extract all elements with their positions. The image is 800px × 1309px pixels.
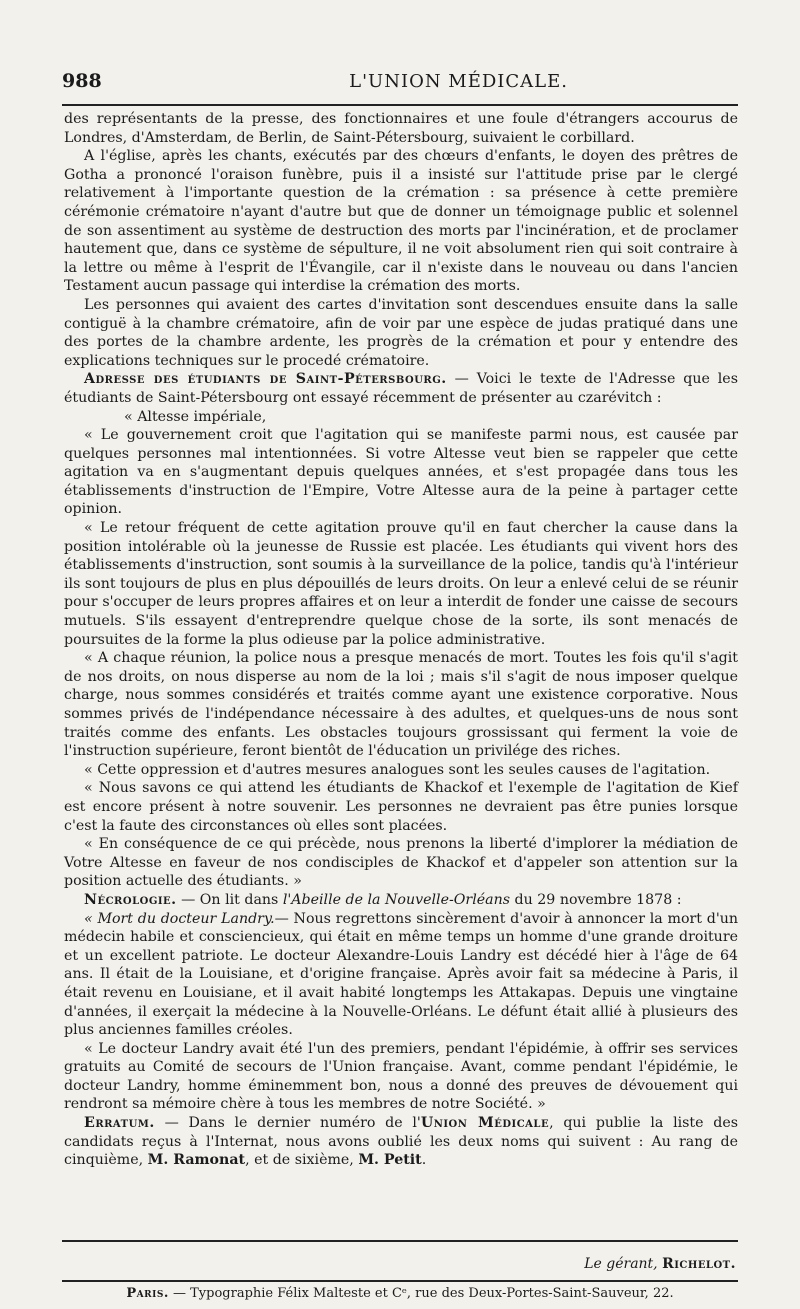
section-erratum — [64, 1114, 738, 1170]
imprint-line — [62, 1286, 738, 1301]
adresse-paragraph-4: « Cette oppression et d'autres mesures analogues sont les seules causes de l'agitation. — [84, 761, 711, 778]
section-adresse — [64, 370, 738, 407]
erratum-text-a: — Dans le dernier numéro de l' — [154, 1115, 421, 1132]
page-header — [62, 64, 738, 98]
erratum-text-c: , et de sixième, — [245, 1152, 359, 1169]
signature-label: Le gérant, — [584, 1256, 658, 1272]
necro-intro-b: du 29 novembre 1878 : — [510, 891, 682, 908]
article-body — [64, 110, 738, 1170]
footer-rule-lower — [62, 1280, 738, 1282]
adresse-paragraph-5: « Nous savons ce qui attend les étudiants de Khackof et l'exemple de l'agitation de Kief est encore présent à notre souvenir. Les personnes ne devraient pas être punies lorsque c'est la faute des circonstances où elles sont placées. — [64, 780, 738, 834]
adresse-intro: — Voici le texte de l'Adresse que les étudiants de Saint-Pétersbourg ont essayé récemment de présenter au czarévitch : — [64, 371, 738, 406]
adresse-paragraph-6: « En conséquence de ce qui précède, nous prenons la liberté d'implorer la médiation de Votre Altesse en faveur de nos condisciples de Khackof et d'appeler son attention sur la position actuelle des étudiants. » — [64, 836, 738, 890]
necro-text-1: — Nous regrettons sincèrement d'avoir à annoncer la mort d'un médecin habile et consciencieux, qui était en même temps un homme d'une grande droiture et un excellent patriote. Le docteur Alexandre-Louis Landry est décédé hier à l'âge de 64 ans. Il était de la Louisiane, et d'origine française. Après avoir fait sa médecine à Paris, il était revenu en Louisiane, et il avait habité longtemps les Attakapas. Depuis une vingtaine d'années, il exerçait la médecine à la Nouvelle-Orléans. Le défunt était allié à plusieurs des plus anciennes familles créoles. — [64, 910, 738, 1039]
adresse-paragraph-1: « Le gouvernement croit que l'agitation qui se manifeste parmi nous, est causée par quelques personnes mal intentionnées. Si votre Altesse veut bien se rappeler que cette agitation va en s'augmentant depuis quelques années, et s'est propagée dans tous les établissements d'instruction de l'Empire, Votre Altesse aura de la peine à partager cette opinion. — [64, 427, 738, 518]
paragraph-eglise: A l'église, après les chants, exécutés par des chœurs d'enfants, le doyen des prêtres de Gotha a prononcé l'oraison funèbre, puis il a insisté sur l'attitude prise par le clergé relativement à l'importante question de la crémation : sa présence à cette première cérémonie crématoire n'ayant d'autre but que de donner un témoignage public et solennel de son assentiment au système de destruction des morts par l'incinération, et de proclamer hautement que, dans ce système de sépulture, il ne voit absolument rien qui soit contraire à la lettre ou même à l'esprit de l'Évangile, car il n'existe dans le nouveau ou dans l'ancien Testament aucun passage qui interdise la crémation des morts. — [64, 148, 738, 295]
adresse-paragraph-2: « Le retour fréquent de cette agitation prouve qu'il en faut chercher la cause dans la position intolérable où la jeunesse de Russie est placée. Les étudiants qui vivent hors des établissements d'instruction, sont soumis à la surveillance de la police, tandis qu'à l'intérieur ils sont toujours de plus en plus dépouillés de leurs droits. On leur a enlevé celui de se réunir pour s'occuper de leurs propres affaires et on leur a interdit de fonder une caisse de secours mutuels. S'ils essayent d'entreprendre quelque chose de la sorte, ils sont menacés de poursuites de la forme la plus odieuse par la police administrative. — [64, 520, 738, 648]
necro-title: « Mort du docteur Landry. — [84, 910, 275, 927]
adresse-paragraph-3: « A chaque réunion, la police nous a presque menacés de mort. Toutes les fois qu'il s'agit de nos droits, on nous disperse au nom de la loi ; mais s'il s'agit de nous imposer quelque charge, nous sommes considérés et traités comme ayant une existence corporative. Nous sommes privés de l'indépendance nécessaire à des adultes, et quelques-uns de nous sont traités comme des enfants. Les obstacles toujours grossissant qui ferment la voie de l'instruction supérieure, feront bientôt de l'éducation un privilége des riches. — [64, 650, 738, 760]
running-title: L'UNION MÉDICALE. — [349, 70, 568, 92]
header-rule — [62, 104, 738, 106]
signature — [584, 1256, 736, 1272]
paragraph-invitation: Les personnes qui avaient des cartes d'invitation sont descendues ensuite dans la salle contiguë à la chambre crématoire, afin de voir par une espèce de judas pratiqué dans une des portes de la chambre ardente, les progrès de la crémation et pour y entendre des explications techniques sur le procedé crématoire. — [64, 296, 738, 369]
necro-source: l'Abeille de la Nouvelle-Orléans — [282, 891, 511, 908]
necro-intro-a: — On lit dans — [176, 891, 283, 908]
section-heading-adresse: Adresse des étudiants de Saint-Pétersbourg. — [84, 371, 447, 388]
necro-paragraph-1 — [64, 910, 738, 1040]
section-necrologie — [64, 891, 738, 910]
erratum-name-1: M. Ramonat — [147, 1152, 246, 1169]
erratum-text-b: , qui publie la liste des candidats reçus à l'Internat, nous avons oublié les deux noms qui suivent : Au rang de cinquième, — [64, 1115, 739, 1169]
section-heading-erratum: Erratum. — [84, 1115, 155, 1132]
necro-paragraph-2: « Le docteur Landry avait été l'un des premiers, pendant l'épidémie, à offrir ses services gratuits au Comité de secours de l'Union française. Avant, comme pendant l'épidémie, le docteur Landry, homme éminemment bon, nous a donné des preuves de dévouement qui rendront sa mémoire chère à tous les membres de notre Société. » — [64, 1040, 738, 1113]
page-number: 988 — [62, 70, 102, 92]
imprint-city: Paris. — [126, 1286, 169, 1301]
paragraph-cortege: des représentants de la presse, des fonctionnaires et une foule d'étrangers accourus de Londres, d'Amsterdam, de Berlin, de Saint-Pétersbourg, suivaient le corbillard. — [64, 111, 738, 146]
imprint-text: — Typographie Félix Malteste et Cᵉ, rue des Deux-Portes-Saint-Sauveur, 22. — [168, 1286, 674, 1301]
signature-name: Richelot. — [662, 1256, 736, 1272]
erratum-name-2: M. Petit — [358, 1152, 422, 1169]
erratum-journal: Union Médicale — [420, 1115, 550, 1132]
section-heading-necrologie: Nécrologie. — [84, 891, 177, 908]
footer-rule-upper — [62, 1240, 738, 1242]
erratum-text-d: . — [421, 1152, 427, 1169]
salutation: « Altesse impériale, — [124, 408, 267, 425]
